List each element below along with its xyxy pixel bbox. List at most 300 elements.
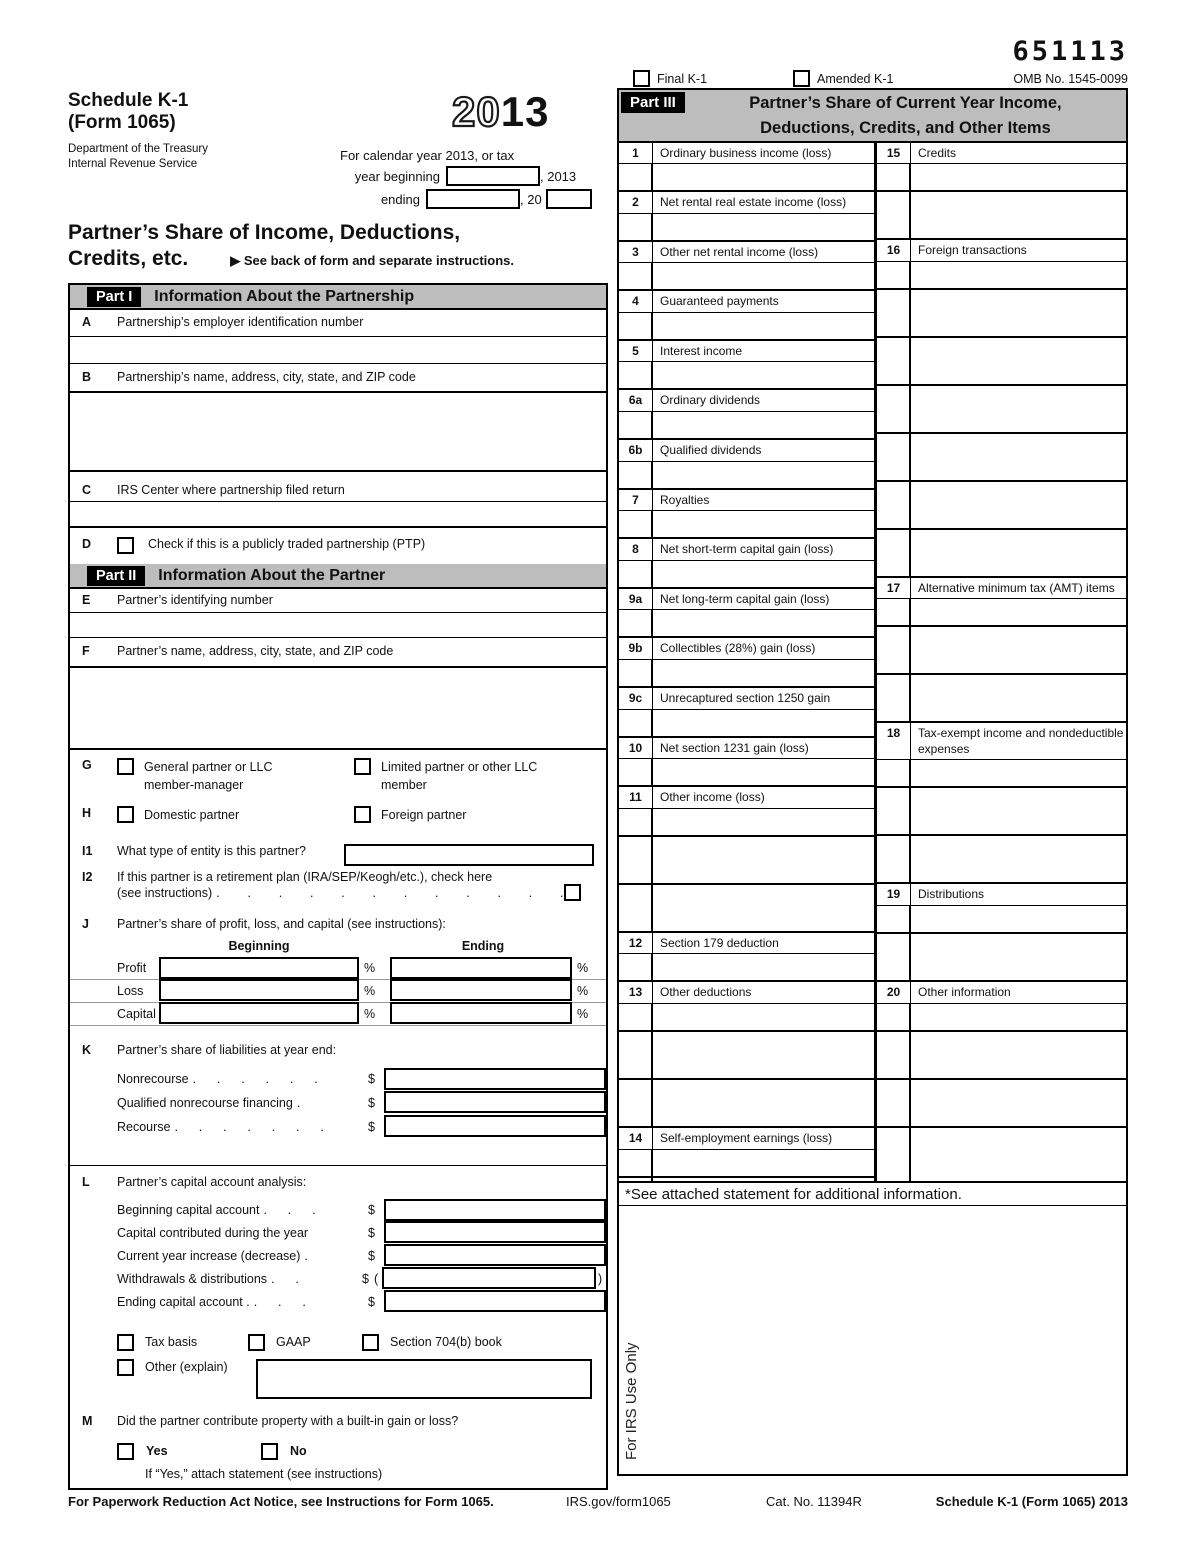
amended-k1-option xyxy=(793,70,893,87)
value-row xyxy=(877,1004,1126,1030)
k-row-qualified: Qualified nonrecourse financing . $ xyxy=(70,1091,606,1115)
extra-value-row xyxy=(877,673,1126,721)
j-loss-beginning-input[interactable] xyxy=(159,979,359,1001)
section-k-label: Partner’s share of liabilities at year end: xyxy=(117,1043,337,1057)
extra-value-row xyxy=(877,528,1126,576)
amount-cell[interactable] xyxy=(911,1004,1126,1030)
line-label: Self-employment earnings (loss) xyxy=(660,1131,833,1145)
value-row xyxy=(619,214,874,240)
amount-cell[interactable] xyxy=(653,362,874,388)
amount-cell[interactable] xyxy=(911,675,1126,721)
code-cell[interactable] xyxy=(619,1178,653,1181)
value-row xyxy=(619,263,874,289)
percent-sign: % xyxy=(364,984,376,998)
code-cell[interactable] xyxy=(877,164,911,190)
line-label: Credits xyxy=(918,145,957,160)
line-item-6a xyxy=(619,390,874,440)
gaap-label: GAAP xyxy=(276,1335,311,1349)
catalog-number: Cat. No. 11394R xyxy=(766,1494,862,1509)
value-row xyxy=(877,262,1126,288)
j-row-capital xyxy=(70,1003,606,1026)
ending-input[interactable] xyxy=(426,189,520,209)
row-a-input[interactable] xyxy=(70,337,606,364)
amount-cell[interactable] xyxy=(653,561,874,587)
amount-cell[interactable] xyxy=(653,214,874,240)
entity-type-label: What type of entity is this partner? xyxy=(117,844,306,858)
j-ending-header: Ending xyxy=(461,939,505,953)
value-row xyxy=(619,412,874,438)
paperwork-notice: For Paperwork Reduction Act Notice, see Instructions for Form 1065. xyxy=(68,1494,494,1509)
line-label: Qualified dividends xyxy=(660,443,762,458)
row-f-letter: F xyxy=(82,644,90,658)
line-number: 18 xyxy=(877,723,911,759)
dept-line1: Department of the Treasury xyxy=(68,143,208,156)
value-row xyxy=(619,313,874,339)
gaap-checkbox[interactable] xyxy=(248,1334,265,1351)
amount-cell[interactable] xyxy=(653,837,874,883)
part3-title-line1: Partner’s Share of Current Year Income, xyxy=(749,94,1062,112)
extra-value-row xyxy=(619,883,874,931)
row-b xyxy=(70,364,606,391)
amount-cell[interactable] xyxy=(653,610,874,636)
code-cell[interactable] xyxy=(619,610,653,636)
m-yes-checkbox[interactable] xyxy=(117,1443,134,1460)
row-g-letter: G xyxy=(82,758,92,772)
extra-value-row xyxy=(877,1126,1126,1181)
paren-close: ) xyxy=(598,1271,603,1286)
code-cell[interactable] xyxy=(877,836,911,882)
foreign-partner-option xyxy=(354,806,466,824)
line-number: 11 xyxy=(619,787,653,808)
ptp-checkbox[interactable] xyxy=(117,537,134,554)
dollar-sign: $ xyxy=(368,1294,375,1309)
amount-cell[interactable] xyxy=(653,462,874,488)
row-e-input[interactable] xyxy=(70,613,606,638)
code-cell[interactable] xyxy=(877,760,911,786)
code-cell[interactable] xyxy=(877,1032,911,1078)
code-cell[interactable] xyxy=(619,1004,653,1030)
line-number: 6a xyxy=(619,390,653,411)
code-cell[interactable] xyxy=(619,313,653,339)
line-item-14 xyxy=(619,1128,874,1181)
j-beginning-header: Beginning xyxy=(228,939,290,953)
code-cell[interactable] xyxy=(619,462,653,488)
limited-partner-option xyxy=(354,758,537,794)
line-label: Distributions xyxy=(918,887,985,902)
line-item-20 xyxy=(877,982,1126,1180)
line-item-4 xyxy=(619,291,874,341)
general-partner-checkbox[interactable] xyxy=(117,758,134,775)
percent-sign: % xyxy=(577,961,589,975)
form-title-line1: Partner’s Share of Income, Deductions, xyxy=(68,221,461,244)
line-item-13 xyxy=(619,982,874,1128)
amount-cell[interactable] xyxy=(911,434,1126,480)
line-number: 1 xyxy=(619,143,653,164)
code-cell[interactable] xyxy=(877,434,911,480)
amount-cell[interactable] xyxy=(911,386,1126,432)
code-cell[interactable] xyxy=(619,759,653,785)
code-cell[interactable] xyxy=(877,262,911,288)
row-a xyxy=(70,310,606,337)
line-item-17 xyxy=(877,578,1126,724)
code-cell[interactable] xyxy=(877,788,911,834)
tax-basis-checkbox[interactable] xyxy=(117,1334,134,1351)
ending-suffix: , 20 xyxy=(520,191,542,207)
extra-value-row xyxy=(619,1176,874,1181)
line-label: Ordinary business income (loss) xyxy=(660,145,832,160)
form-name: (Form 1065) xyxy=(68,112,176,134)
amount-cell[interactable] xyxy=(653,1080,874,1126)
j-capital-label: Capital xyxy=(117,1007,156,1021)
ending-year-input[interactable] xyxy=(546,189,592,209)
amount-cell[interactable] xyxy=(653,1150,874,1176)
code-cell[interactable] xyxy=(877,1128,911,1181)
irs-use-only-label: For IRS Use Only xyxy=(623,1341,640,1460)
extra-value-row xyxy=(877,384,1126,432)
line-number: 7 xyxy=(619,490,653,511)
l-contributed-input[interactable] xyxy=(384,1221,606,1243)
retirement-plan-label-1: If this partner is a retirement plan (IRA/SEP/Keogh/etc.), check here xyxy=(117,870,493,884)
line-item-9c xyxy=(619,688,874,738)
part1-header xyxy=(70,285,606,310)
line-label: Net rental real estate income (loss) xyxy=(660,195,847,210)
final-k1-checkbox[interactable] xyxy=(633,70,650,87)
code-cell[interactable] xyxy=(619,710,653,736)
footer-schedule-name: Schedule K-1 (Form 1065) 2013 xyxy=(935,1494,1128,1509)
amount-cell[interactable] xyxy=(911,1080,1126,1126)
amount-cell[interactable] xyxy=(911,906,1126,932)
row-f xyxy=(70,638,606,666)
value-row xyxy=(877,599,1126,625)
row-d xyxy=(70,528,606,564)
m-no-checkbox[interactable] xyxy=(261,1443,278,1460)
line-label: Foreign transactions xyxy=(918,243,1027,258)
code-cell[interactable] xyxy=(619,809,653,835)
code-cell[interactable] xyxy=(877,338,911,384)
amount-cell[interactable] xyxy=(911,760,1126,786)
code-cell[interactable] xyxy=(619,214,653,240)
other-explain-input[interactable] xyxy=(256,1359,592,1399)
amount-cell[interactable] xyxy=(653,412,874,438)
line-label: Net short-term capital gain (loss) xyxy=(660,542,834,557)
part2-title: Information About the Partner xyxy=(158,566,386,584)
line-label: Ordinary dividends xyxy=(660,393,761,408)
value-row xyxy=(619,809,874,835)
code-cell[interactable] xyxy=(877,1080,911,1126)
amount-cell[interactable] xyxy=(653,710,874,736)
value-row xyxy=(619,660,874,686)
code-cell[interactable] xyxy=(619,561,653,587)
section-704b-label: Section 704(b) book xyxy=(390,1335,502,1349)
row-d-letter: D xyxy=(82,537,92,551)
section-j xyxy=(70,912,606,1037)
general-partner-option xyxy=(117,758,354,794)
see-back-note: ▶ See back of form and separate instructions. xyxy=(230,252,515,268)
extra-value-row xyxy=(877,432,1126,480)
value-row xyxy=(619,164,874,190)
line-item-3 xyxy=(619,242,874,292)
amount-cell[interactable] xyxy=(911,482,1126,528)
l-other-row xyxy=(70,1355,606,1401)
amount-cell[interactable] xyxy=(911,530,1126,576)
line-number: 12 xyxy=(619,933,653,954)
row-c-letter: C xyxy=(82,483,92,497)
line-number: 2 xyxy=(619,192,653,213)
row-a-label: Partnership’s employer identification number xyxy=(117,315,364,329)
amended-k1-checkbox[interactable] xyxy=(793,70,810,87)
dollar-sign: $ xyxy=(368,1202,375,1217)
l-row-contributed xyxy=(70,1221,606,1244)
value-row xyxy=(619,954,874,980)
foreign-partner-checkbox[interactable] xyxy=(354,806,371,823)
value-row xyxy=(619,511,874,537)
line-number: 16 xyxy=(877,240,911,261)
amount-cell[interactable] xyxy=(653,263,874,289)
amount-cell[interactable] xyxy=(653,313,874,339)
section-k-letter: K xyxy=(82,1043,92,1057)
value-row xyxy=(619,561,874,587)
line-number: 9b xyxy=(619,638,653,659)
l-row-withdrawals: Withdrawals & distributions . . $ ( ) xyxy=(70,1267,606,1290)
code-cell[interactable] xyxy=(877,906,911,932)
part2-tag: Part II xyxy=(87,566,145,586)
other-explain-label: Other (explain) xyxy=(145,1360,228,1374)
code-cell[interactable] xyxy=(619,412,653,438)
line-number: 9a xyxy=(619,589,653,610)
l-withdrawals-input[interactable] xyxy=(382,1267,596,1289)
line-number: 6b xyxy=(619,440,653,461)
line-label: Net section 1231 gain (loss) xyxy=(660,740,809,755)
row-f-input[interactable] xyxy=(70,666,606,750)
line-label: Other net rental income (loss) xyxy=(660,244,819,259)
code-cell[interactable] xyxy=(619,660,653,686)
code-cell[interactable] xyxy=(619,362,653,388)
calendar-year-block xyxy=(340,148,598,209)
section-k xyxy=(70,1037,606,1149)
value-row xyxy=(619,610,874,636)
retirement-plan-dots: . . . . . . . . . . . . xyxy=(216,885,564,900)
j-loss-ending-input[interactable] xyxy=(390,979,572,1001)
j-profit-label: Profit xyxy=(117,961,147,975)
code-cell[interactable] xyxy=(619,954,653,980)
tax-year: 2013 xyxy=(452,88,550,135)
code-cell[interactable] xyxy=(877,599,911,625)
line-number: 13 xyxy=(619,982,653,1003)
retirement-plan-checkbox[interactable] xyxy=(564,884,581,901)
percent-sign: % xyxy=(577,984,589,998)
k-row-recourse: Recourse . . . . . . . $ xyxy=(70,1115,606,1139)
value-row xyxy=(619,759,874,785)
right-column xyxy=(617,88,1128,1476)
amount-cell[interactable] xyxy=(911,1128,1126,1181)
code-cell[interactable] xyxy=(619,164,653,190)
year-beginning-suffix: , 2013 xyxy=(540,168,577,184)
line-item-1 xyxy=(619,143,874,193)
line-item-5 xyxy=(619,341,874,391)
k-qualified-input[interactable] xyxy=(384,1091,606,1113)
value-row xyxy=(619,1004,874,1030)
k-nonrecourse-input[interactable] xyxy=(384,1068,606,1090)
value-row xyxy=(877,760,1126,786)
line-label: Other deductions xyxy=(660,985,752,1000)
k-recourse-input[interactable] xyxy=(384,1115,606,1137)
line-label: Section 179 deduction xyxy=(660,935,779,950)
amount-cell[interactable] xyxy=(653,660,874,686)
line-item-11 xyxy=(619,787,874,933)
form-identity xyxy=(68,90,348,172)
code-cell[interactable] xyxy=(877,290,911,336)
line-label: Royalties xyxy=(660,492,710,507)
code-cell[interactable] xyxy=(877,675,911,721)
m-note: If “Yes,” attach statement (see instructions) xyxy=(145,1467,383,1481)
entity-type-input[interactable] xyxy=(344,844,594,866)
dept-line2: Internal Revenue Service xyxy=(68,158,198,170)
line-number: 17 xyxy=(877,578,911,599)
extra-value-row xyxy=(877,190,1126,238)
row-b-input[interactable] xyxy=(70,391,606,472)
extra-value-row xyxy=(877,480,1126,528)
j-capital-ending-input[interactable] xyxy=(390,1002,572,1024)
k-qualified-label: Qualified nonrecourse financing xyxy=(117,1096,293,1110)
amount-cell[interactable] xyxy=(653,954,874,980)
line-item-6b xyxy=(619,440,874,490)
row-f-label: Partner’s name, address, city, state, and ZIP code xyxy=(117,644,394,658)
dollar-sign: $ xyxy=(368,1120,375,1134)
line-label: Net long-term capital gain (loss) xyxy=(660,591,830,606)
j-row-profit xyxy=(70,957,606,980)
other-explain-checkbox[interactable] xyxy=(117,1359,134,1376)
dollar-sign: $ xyxy=(368,1072,375,1086)
amount-cell[interactable] xyxy=(653,1178,874,1181)
section-m xyxy=(70,1406,606,1488)
amount-cell[interactable] xyxy=(911,836,1126,882)
irs-url[interactable]: IRS.gov/form1065 xyxy=(566,1494,671,1509)
domestic-partner-label: Domestic partner xyxy=(144,808,240,822)
extra-value-row xyxy=(877,625,1126,673)
k-nonrecourse-label: Nonrecourse xyxy=(117,1072,189,1086)
amount-cell[interactable] xyxy=(653,511,874,537)
section-l-label: Partner’s capital account analysis: xyxy=(117,1175,307,1189)
code-cell[interactable] xyxy=(619,1032,653,1078)
line-number: 14 xyxy=(619,1128,653,1149)
section-l-letter: L xyxy=(82,1175,90,1189)
part3-title-line2: Deductions, Credits, and Other Items xyxy=(760,118,1051,137)
code-cell[interactable] xyxy=(619,263,653,289)
code-cell[interactable] xyxy=(877,482,911,528)
j-profit-ending-input[interactable] xyxy=(390,957,572,979)
paren-open: ( xyxy=(374,1271,379,1286)
part1-tag: Part I xyxy=(87,287,141,307)
l-increase-input[interactable] xyxy=(384,1244,606,1266)
amount-cell[interactable] xyxy=(653,164,874,190)
code-cell[interactable] xyxy=(619,1150,653,1176)
l-ending-input[interactable] xyxy=(384,1290,606,1312)
code-cell[interactable] xyxy=(877,627,911,673)
code-cell[interactable] xyxy=(877,530,911,576)
line-item-9b xyxy=(619,638,874,688)
code-cell[interactable] xyxy=(877,386,911,432)
domestic-partner-checkbox[interactable] xyxy=(117,806,134,823)
l-row-ending: Ending capital account . . . . $ xyxy=(70,1290,606,1313)
extra-value-row xyxy=(619,1078,874,1126)
part3-left-subcolumn xyxy=(619,143,877,1181)
general-partner-label-1: General partner or LLC xyxy=(144,760,273,774)
line-label: Other information xyxy=(918,985,1011,1000)
row-c-input[interactable] xyxy=(70,502,606,528)
amount-cell[interactable] xyxy=(653,809,874,835)
line-item-2 xyxy=(619,192,874,242)
line-number: 3 xyxy=(619,242,653,263)
dollar-sign: $ xyxy=(368,1248,375,1263)
amount-cell[interactable] xyxy=(911,1032,1126,1078)
amount-cell[interactable] xyxy=(911,290,1126,336)
amount-cell[interactable] xyxy=(911,164,1126,190)
tax-basis-label: Tax basis xyxy=(145,1335,198,1349)
l-row-beginning: Beginning capital account . . . $ xyxy=(70,1198,606,1221)
amount-cell[interactable] xyxy=(653,1004,874,1030)
year-beginning-input[interactable] xyxy=(446,166,540,186)
code-cell[interactable] xyxy=(619,1080,653,1126)
line-item-12 xyxy=(619,933,874,983)
part1-title: Information About the Partnership xyxy=(154,287,415,305)
code-cell[interactable] xyxy=(619,837,653,883)
calendar-line: For calendar year 2013, or tax xyxy=(340,148,515,163)
amount-cell[interactable] xyxy=(911,262,1126,288)
line-label: Guaranteed payments xyxy=(660,294,779,309)
m-yes-label: Yes xyxy=(146,1444,168,1458)
line-item-7 xyxy=(619,490,874,540)
line-number: 15 xyxy=(877,143,911,164)
amount-cell[interactable] xyxy=(653,1032,874,1078)
line-label: Unrecaptured section 1250 gain xyxy=(660,691,831,706)
section-l xyxy=(70,1166,606,1406)
j-profit-beginning-input[interactable] xyxy=(159,957,359,979)
domestic-partner-option xyxy=(117,806,354,824)
amount-cell[interactable] xyxy=(911,788,1126,834)
value-row xyxy=(619,462,874,488)
line-number: 20 xyxy=(877,982,911,1003)
amount-cell[interactable] xyxy=(653,885,874,931)
line-item-15 xyxy=(877,143,1126,241)
amount-cell[interactable] xyxy=(911,192,1126,238)
code-cell[interactable] xyxy=(619,511,653,537)
code-cell[interactable] xyxy=(877,1004,911,1030)
amount-cell[interactable] xyxy=(911,599,1126,625)
section-704b-checkbox[interactable] xyxy=(362,1334,379,1351)
dollar-sign: $ xyxy=(368,1096,375,1110)
retirement-plan-label-2: (see instructions) xyxy=(117,885,213,900)
code-cell[interactable] xyxy=(877,934,911,980)
amount-cell[interactable] xyxy=(911,338,1126,384)
amount-cell[interactable] xyxy=(911,627,1126,673)
limited-partner-checkbox[interactable] xyxy=(354,758,371,775)
j-capital-beginning-input[interactable] xyxy=(159,1002,359,1024)
row-b-label: Partnership’s name, address, city, state, and ZIP code xyxy=(117,370,416,384)
amount-cell[interactable] xyxy=(911,934,1126,980)
extra-value-row xyxy=(877,1030,1126,1078)
extra-value-row xyxy=(877,834,1126,882)
code-cell[interactable] xyxy=(619,885,653,931)
part3-tag: Part III xyxy=(621,92,685,113)
extra-value-row xyxy=(619,1030,874,1078)
row-i1-letter: I1 xyxy=(82,844,93,858)
section-j-label: Partner’s share of profit, loss, and capital (see instructions): xyxy=(117,917,446,931)
extra-value-row xyxy=(877,932,1126,980)
l-beginning-input[interactable] xyxy=(384,1199,606,1221)
amount-cell[interactable] xyxy=(653,759,874,785)
line-item-8 xyxy=(619,539,874,589)
code-cell[interactable] xyxy=(877,192,911,238)
